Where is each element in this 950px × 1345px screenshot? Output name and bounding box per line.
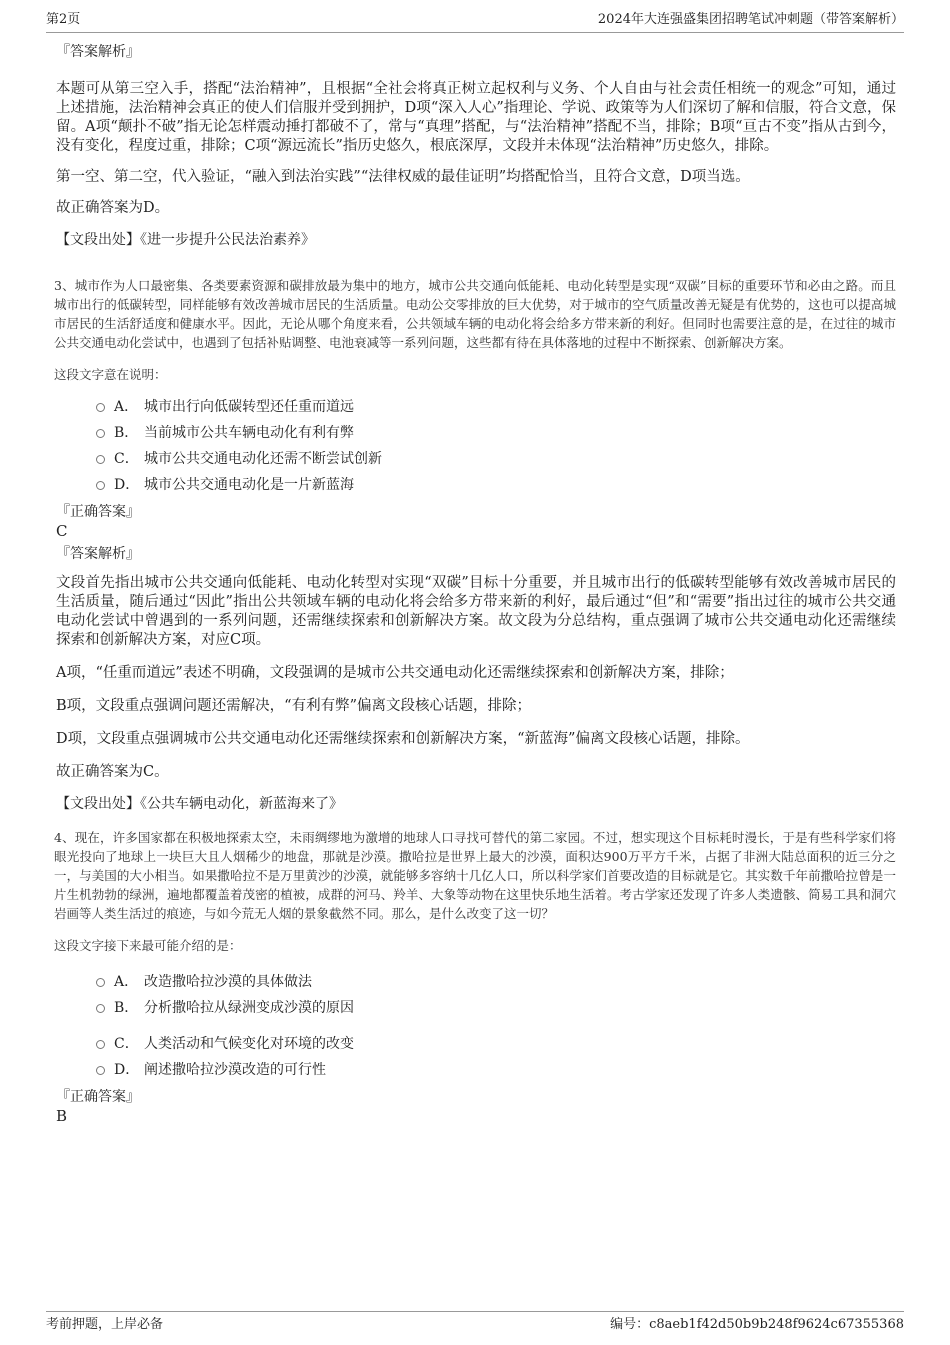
analysis-paragraph: 本题可从第三空入手，搭配“法治精神”，且根据“全社会将真正树立起权利与义务、个人自由与社会责任相统一的观念”可知，通过上述措施，法治精神会真正的使人们信服并受到拥护，D项“深入人心”指理论、学说、政策等为人们深切了解和信服，符合文意，保留。A项“颠扑不破”指无论怎样震动捶打都破不了，常与“真理”搭配，与“法治精神”搭配不当，排除；B项“亘古不变”指从古到今，没有变化，程度过重，排除；C项“源远流长”指历史悠久，根底深厚，文段并未体现“法治精神”历史悠久，排除。 [56, 81, 896, 154]
option-b[interactable]: B． 分析撒哈拉从绿洲变成沙漠的原因 [56, 995, 896, 1021]
analysis-tag: 『答案解析』 [56, 546, 140, 562]
radio-icon[interactable] [96, 403, 105, 412]
analysis-paragraph: 文段首先指出城市公共交通向低能耗、电动化转型对实现“双碳”目标十分重要，并且城市出行的低碳转型能够有效改善城市居民的生活质量，随后通过“因此”指出公共领域车辆的电动化将会给多方带来新的利好，最后通过“但”和“需要”指出过往的城市公共交通电动化尝试中曾遇到的一系列问题，还需继续探索和创新解决方案。故文段为分总结构，重点强调了城市公共交通电动化还需继续探索和创新解决方案，对应C项。 [56, 575, 896, 648]
correct-answer-tag: 『正确答案』 [56, 1089, 140, 1105]
document-code-value: c8aeb1f42d50b9b248f9624c67355368 [649, 1317, 904, 1332]
radio-icon[interactable] [96, 481, 105, 490]
document-code-label: 编号： [610, 1317, 650, 1332]
option-d[interactable]: D． 阐述撒哈拉沙漠改造的可行性 [56, 1057, 896, 1083]
document-code [610, 1315, 904, 1335]
option-b[interactable]: B． 当前城市公共车辆电动化有利有弊 [56, 420, 896, 446]
radio-icon[interactable] [96, 1066, 105, 1075]
footer-slogan: 考前押题，上岸必备 [46, 1317, 164, 1332]
option-d[interactable]: D． 城市公共交通电动化是一片新蓝海 [56, 472, 896, 498]
answer-conclusion: 故正确答案为D。 [56, 200, 170, 216]
question-stem: 4、现在，许多国家都在积极地探索太空，未雨绸缪地为激增的地球人口寻找可替代的第二家园。不过，想实现这个目标耗时漫长，于是有些科学家们将眼光投向了地球上一块巨大且人烟稀少的地盘，那就是沙漠。撒哈拉是世界上最大的沙漠，面积达900万平方千米，占据了非洲大陆总面积的近三分之一，与美国的大小相当。如果撒哈拉不是万里黄沙的沙漠，就能够多容纳十几亿人口，所以科学家们首要改造的目标就是它。其实数千年前撒哈拉曾是一片生机勃勃的绿洲，遍地都覆盖着茂密的植被，成群的河马、羚羊、大象等动物在这里快乐地生活着。考古学家还发现了许多人类遗骸、简易工具和洞穴岩画等人类生活过的痕迹，与如今荒无人烟的景象截然不同。那么，是什么改变了这一切？ [54, 830, 896, 921]
radio-icon[interactable] [96, 429, 105, 438]
correct-answer: B [56, 1107, 68, 1125]
analysis-option-a: A项，“任重而道远”表述不明确，文段强调的是城市公共交通电动化还需继续探索和创新解决方案，排除； [56, 665, 734, 681]
text-source: 【文段出处】《公共车辆电动化，新蓝海来了》 [56, 796, 343, 812]
option-c[interactable]: C． 城市公共交通电动化还需不断尝试创新 [56, 446, 896, 472]
radio-icon[interactable] [96, 1004, 105, 1013]
analysis-option-b: B项，文段重点强调问题还需解决，“有利有弊”偏离文段核心话题，排除； [56, 698, 531, 714]
page-content [56, 42, 896, 1125]
option-a[interactable]: A． 改造撒哈拉沙漠的具体做法 [56, 969, 896, 995]
page-number: 第2页 [46, 12, 81, 27]
option-list [56, 394, 896, 498]
page-footer [46, 1311, 904, 1339]
question-prompt: 这段文字接下来最可能介绍的是： [54, 938, 242, 953]
page-header [46, 10, 904, 33]
radio-icon[interactable] [96, 978, 105, 987]
question-prompt: 这段文字意在说明： [54, 367, 167, 382]
text-source: 【文段出处】《进一步提升公民法治素养》 [56, 232, 315, 248]
answer-conclusion: 故正确答案为C。 [56, 764, 169, 780]
analysis-tag: 『答案解析』 [56, 44, 140, 60]
radio-icon[interactable] [96, 1040, 105, 1049]
correct-answer-tag: 『正确答案』 [56, 504, 140, 520]
document-title: 2024年大连强盛集团招聘笔试冲刺题（带答案解析） [597, 12, 904, 27]
option-a[interactable]: A． 城市出行向低碳转型还任重而道远 [56, 394, 896, 420]
correct-answer: C [56, 522, 68, 540]
option-c[interactable]: C． 人类活动和气候变化对环境的改变 [56, 1031, 896, 1057]
option-list [56, 969, 896, 1083]
radio-icon[interactable] [96, 455, 105, 464]
question-stem: 3、城市作为人口最密集、各类要素资源和碳排放最为集中的地方，城市公共交通向低能耗、电动化转型是实现“双碳”目标的重要环节和必由之路。而且城市出行的低碳转型，同样能够有效改善城市居民的生活质量。电动公交零排放的巨大优势，对于城市的空气质量改善无疑是有优势的，这也可以提高城市居民的生活舒适度和健康水平。因此，无论从哪个角度来看，公共领域车辆的电动化将会给多方带来新的利好。但同时也需要注意的是，在过往的城市公共交通电动化尝试中，也遇到了包括补贴调整、电池衰减等一系列问题，这些都有待在具体落地的过程中不断探索、创新解决方案。 [54, 278, 896, 350]
analysis-paragraph: 第一空、第二空，代入验证，“融入到法治实践”“法律权威的最佳证明”均搭配恰当，且符合文意，D项当选。 [56, 169, 750, 185]
analysis-option-d: D项，文段重点强调城市公共交通电动化还需继续探索和创新解决方案，“新蓝海”偏离文段核心话题，排除。 [56, 731, 750, 747]
